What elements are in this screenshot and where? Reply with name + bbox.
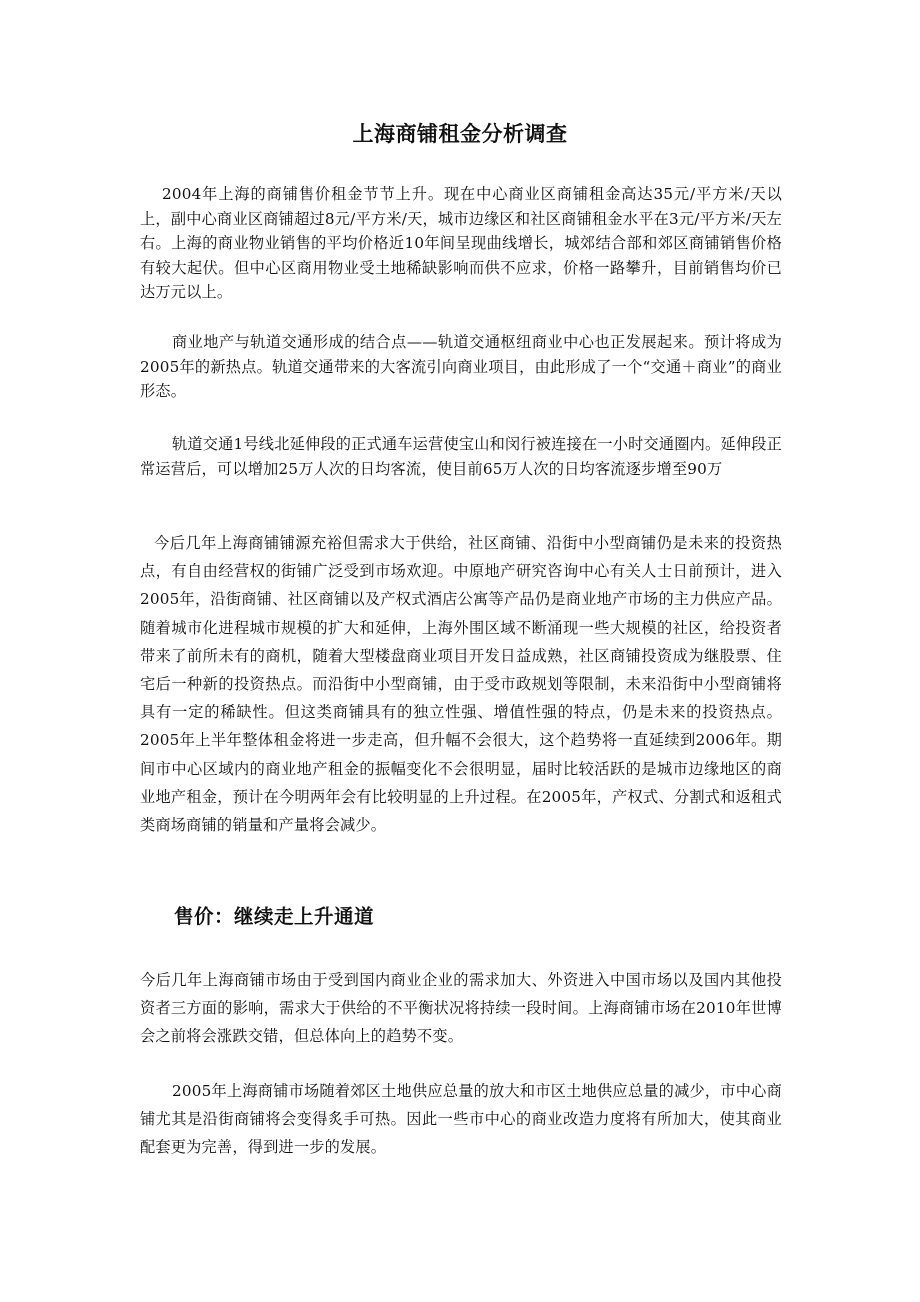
document-title: 上海商铺租金分析调查: [352, 122, 568, 146]
paragraph-line-1-extension: 轨道交通1号线北延伸段的正式通车运营使宝山和闵行被连接在一小时交通圈内。延伸段正常运营后，可以增加25万人次的日均客流，使目前65万人次的日均客流逐步增至90万: [140, 435, 782, 478]
intro-paragraph-rent-levels: 2004年上海的商铺售价租金节节上升。现在中心商业区商铺租金高达35元/平方米/天以上，副中心商业区商铺超过8元/平方米/天，城市边缘区和社区商铺租金水平在3元/平方米/天左右。上海的商业物业销售的平均价格近10年间呈现曲线增长，城郊结合部和郊区商铺销售价格有较大起伏。但中心区商用物业受土地稀缺影响而供不应求，价格一路攀升，目前销售均价已达万元以上。: [140, 185, 782, 301]
paragraph-market-demand: 今后几年上海商铺市场由于受到国内商业企业的需求加大、外资进入中国市场以及国内其他投资者三方面的影响，需求大于供给的不平衡状况将持续一段时间。上海商铺市场在2010年世博会之前将会涨跌交错，但总体向上的趋势不变。: [140, 971, 782, 1046]
paragraph-rail-transit-commerce: 商业地产与轨道交通形成的结合点——轨道交通枢纽商业中心也正发展起来。预计将成为2005年的新热点。轨道交通带来的大客流引向商业项目，由此形成了一个“交通＋商业”的商业形态。: [140, 333, 782, 400]
section-heading-price: 售价：继续走上升通道: [174, 905, 375, 928]
paragraph-2005-supply: 2005年上海商铺市场随着郊区土地供应总量的放大和市区土地供应总量的减少，市中心商铺尤其是沿街商铺将会变得炙手可热。因此一些市中心的商业改造力度将有所加大，使其商业配套更为完善，得到进一步的发展。: [140, 1082, 782, 1157]
paragraph-investment-outlook: 今后几年上海商铺铺源充裕但需求大于供给，社区商铺、沿街中小型商铺仍是未来的投资热点，有自由经营权的街铺广泛受到市场欢迎。中原地产研究咨询中心有关人士日前预计，进入2005年，沿街商铺、社区商铺以及产权式酒店公寓等产品仍是商业地产市场的主力供应产品。随着城市化进程城市规模的扩大和延伸，上海外围区域不断涌现一些大规模的社区，给投资者带来了前所未有的商机，随着大型楼盘商业项目开发日益成熟，社区商铺投资成为继股票、住宅后一种新的投资热点。而沿街中小型商铺，由于受市政规划等限制，未来沿街中小型商铺将具有一定的稀缺性。但这类商铺具有的独立性强、增值性强的特点，仍是未来的投资热点。2005年上半年整体租金将进一步走高，但升幅不会很大，这个趋势将一直延续到2006年。期间市中心区域内的商业地产租金的振幅变化不会很明显，届时比较活跃的是城市边缘地区的商业地产租金，预计在今明两年会有比较明显的上升过程。在2005年，产权式、分割式和返租式类商场商铺的销量和产量将会减少。: [140, 534, 782, 835]
